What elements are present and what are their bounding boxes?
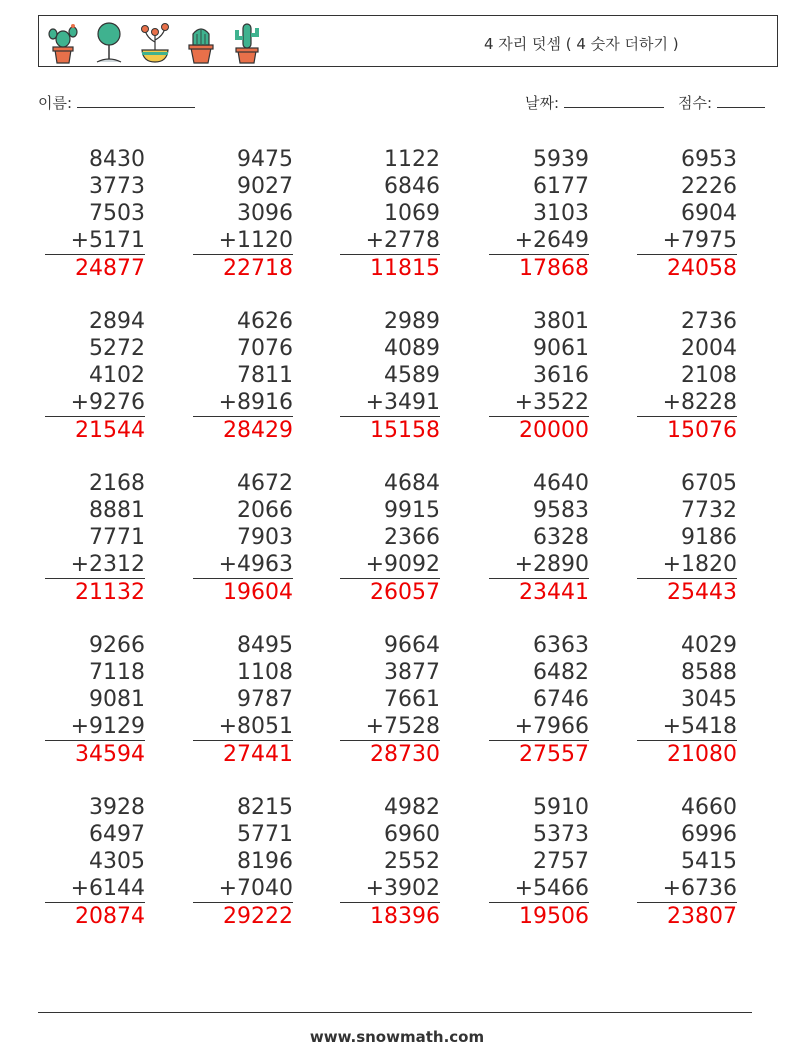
answer: 22718 [223,256,293,281]
addend: 2226 [681,174,737,199]
addition-problem [45,470,145,606]
last-addend: +2778 [340,227,440,255]
addition-problem [637,470,737,606]
addend: 6746 [533,687,589,712]
answer: 20874 [75,904,145,929]
addend: 4089 [384,336,440,361]
answer: 24877 [75,256,145,281]
answer: 27557 [519,742,589,767]
last-addend: +5171 [45,227,145,255]
last-addend: +1820 [637,551,737,579]
last-addend: +6736 [637,875,737,903]
addition-problem [340,308,440,444]
last-addend: +8916 [193,389,293,417]
header-box [38,15,778,67]
last-addend: +5418 [637,713,737,741]
last-addend: +6144 [45,875,145,903]
answer: 29222 [223,904,293,929]
addend: 2108 [681,363,737,388]
addend: 8495 [237,633,293,658]
last-addend: +3522 [489,389,589,417]
last-addend: +7528 [340,713,440,741]
addition-problem [45,146,145,282]
addition-problem [340,470,440,606]
addend: 6497 [89,822,145,847]
addition-problem [340,146,440,282]
answer: 15076 [667,418,737,443]
score-field [678,92,765,113]
addend: 3877 [384,660,440,685]
addend: 9475 [237,147,293,172]
addend: 2168 [89,471,145,496]
addend: 9186 [681,525,737,550]
footer-site: www.snowmath.com [309,1028,485,1046]
answer: 24058 [667,256,737,281]
addend: 9081 [89,687,145,712]
addend: 7118 [89,660,145,685]
addend: 4982 [384,795,440,820]
addend: 5771 [237,822,293,847]
addend: 7771 [89,525,145,550]
addend: 8881 [89,498,145,523]
last-addend: +9276 [45,389,145,417]
answer: 15158 [370,418,440,443]
date-label: 날짜: [525,94,560,112]
answer: 21544 [75,418,145,443]
addition-problem [637,632,737,768]
footer-divider [38,1012,752,1013]
addend: 6996 [681,822,737,847]
answer: 18396 [370,904,440,929]
name-blank[interactable] [77,93,195,108]
addend: 3096 [237,201,293,226]
addition-problem [489,470,589,606]
last-addend: +7975 [637,227,737,255]
addend: 2894 [89,309,145,334]
addend: 7732 [681,498,737,523]
addend: 6953 [681,147,737,172]
addend: 9027 [237,174,293,199]
addition-problem [637,308,737,444]
addend: 5373 [533,822,589,847]
addend: 4672 [237,471,293,496]
addend: 7811 [237,363,293,388]
last-addend: +2649 [489,227,589,255]
score-label: 점수: [678,94,713,112]
answer: 27441 [223,742,293,767]
addend: 1108 [237,660,293,685]
addend: 5415 [681,849,737,874]
cactus-icon [45,20,81,64]
addend: 5939 [533,147,589,172]
plant-icons [45,20,265,64]
addend: 7503 [89,201,145,226]
last-addend: +2890 [489,551,589,579]
addend: 6177 [533,174,589,199]
name-field [38,92,195,113]
addend: 2989 [384,309,440,334]
addition-problem [340,632,440,768]
answer: 25443 [667,580,737,605]
addend: 7076 [237,336,293,361]
last-addend: +1120 [193,227,293,255]
addition-problem [45,308,145,444]
addend: 9787 [237,687,293,712]
addition-problem [637,794,737,930]
addend: 9061 [533,336,589,361]
addend: 2736 [681,309,737,334]
addition-problem [489,146,589,282]
addend: 4626 [237,309,293,334]
addend: 4029 [681,633,737,658]
answer: 34594 [75,742,145,767]
addition-problem [193,146,293,282]
date-field [525,92,664,113]
addition-problem [489,632,589,768]
addition-problem [193,632,293,768]
addend: 2366 [384,525,440,550]
last-addend: +4963 [193,551,293,579]
tall-cactus-icon [229,20,265,64]
addend: 6960 [384,822,440,847]
last-addend: +2312 [45,551,145,579]
round-tree-icon [91,20,127,64]
answer: 19604 [223,580,293,605]
answer: 17868 [519,256,589,281]
addition-problem [45,794,145,930]
answer: 19506 [519,904,589,929]
addition-problem [637,146,737,282]
addend: 9266 [89,633,145,658]
addend: 3928 [89,795,145,820]
addend: 5910 [533,795,589,820]
answer: 23441 [519,580,589,605]
worksheet-title: 4 자리 덧셈 ( 4 숫자 더하기 ) [484,35,679,53]
last-addend: +3902 [340,875,440,903]
answer: 11815 [370,256,440,281]
addend: 8588 [681,660,737,685]
last-addend: +5466 [489,875,589,903]
answer: 28730 [370,742,440,767]
addend: 6482 [533,660,589,685]
answer: 21132 [75,580,145,605]
addition-problem [193,470,293,606]
addend: 6846 [384,174,440,199]
last-addend: +9129 [45,713,145,741]
answer: 26057 [370,580,440,605]
addend: 9915 [384,498,440,523]
addend: 6328 [533,525,589,550]
last-addend: +7040 [193,875,293,903]
addend: 2004 [681,336,737,361]
date-blank[interactable] [564,93,664,108]
answer: 21080 [667,742,737,767]
addition-problem [193,308,293,444]
last-addend: +9092 [340,551,440,579]
addend: 3045 [681,687,737,712]
addend: 8430 [89,147,145,172]
answer: 23807 [667,904,737,929]
addend: 4684 [384,471,440,496]
addend: 6705 [681,471,737,496]
last-addend: +7966 [489,713,589,741]
addition-problem [193,794,293,930]
addend: 6363 [533,633,589,658]
addend: 3801 [533,309,589,334]
answer: 20000 [519,418,589,443]
addend: 3103 [533,201,589,226]
addend: 5272 [89,336,145,361]
addend: 9664 [384,633,440,658]
last-addend: +8228 [637,389,737,417]
addition-problem [489,794,589,930]
addend: 7903 [237,525,293,550]
addend: 8215 [237,795,293,820]
addend: 1122 [384,147,440,172]
name-label: 이름: [38,94,73,112]
addend: 4640 [533,471,589,496]
last-addend: +3491 [340,389,440,417]
score-blank[interactable] [717,93,765,108]
addition-problem [489,308,589,444]
addend: 2066 [237,498,293,523]
addition-problem [45,632,145,768]
addend: 1069 [384,201,440,226]
addend: 4102 [89,363,145,388]
addition-problem [340,794,440,930]
addend: 2552 [384,849,440,874]
addend: 7661 [384,687,440,712]
addend: 2757 [533,849,589,874]
addend: 8196 [237,849,293,874]
answer: 28429 [223,418,293,443]
last-addend: +8051 [193,713,293,741]
addend: 4589 [384,363,440,388]
addend: 6904 [681,201,737,226]
addend: 9583 [533,498,589,523]
addend: 4660 [681,795,737,820]
addend: 4305 [89,849,145,874]
addend: 3773 [89,174,145,199]
potted-cactus-icon [183,20,219,64]
addend: 3616 [533,363,589,388]
flower-pot-icon [137,20,173,64]
